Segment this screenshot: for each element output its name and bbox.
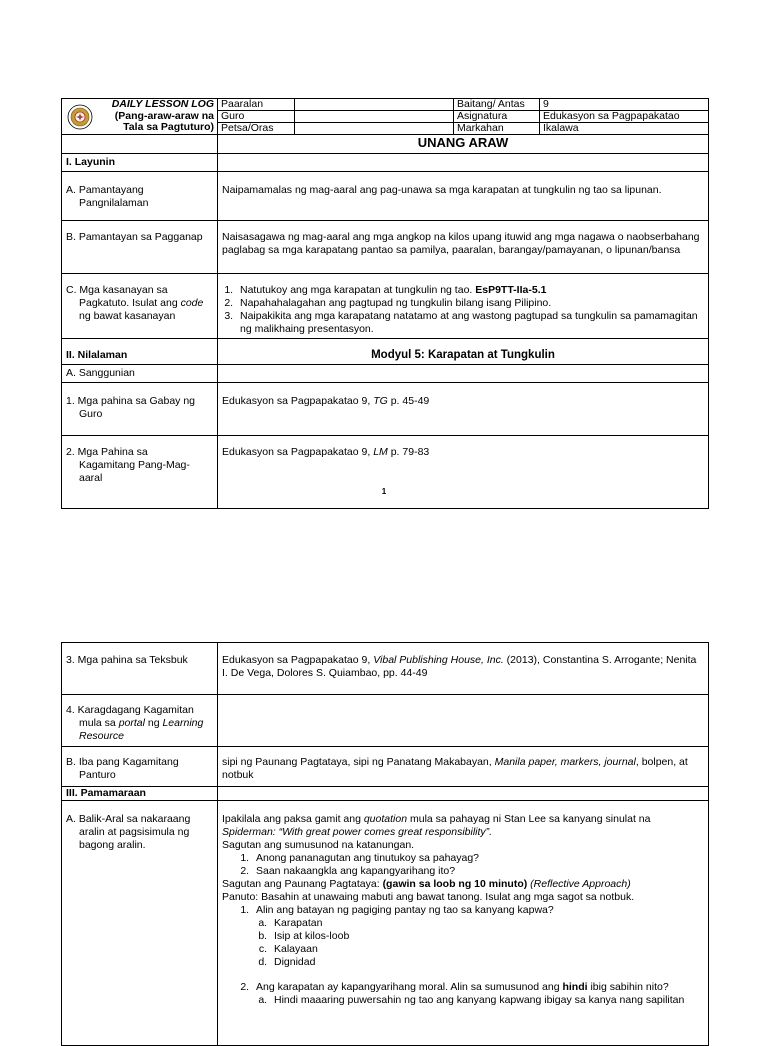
pagtataya-item-1-option-c: c. Kalayaan: [270, 943, 704, 956]
petsa-value: [295, 123, 454, 135]
teksbuk-text: Edukasyon sa Pagpapakatao 9, Vibal Publishing House, Inc. (2013), Constantina S. Arrogante; Nenita I. De Vega, Dolores S. Quiambao, pp. 44-49: [218, 643, 709, 695]
asignatura-value: Edukasyon sa Pagpapakatao: [540, 111, 709, 123]
dll-title: DAILY LESSON LOG: [111, 98, 214, 110]
markahan-value: Ikalawa: [540, 123, 709, 135]
balik-aral-content: [218, 801, 709, 1046]
balik-aral-intro: Ipakilala ang paksa gamit ang quotation mula sa pahayag ni Stan Lee sa kanyang sinulat na Spiderman: “With great power comes great responsibility”.: [222, 813, 651, 838]
pamantayan-pagganap-row: [62, 221, 709, 274]
kasanayan-item-2: 2. Napahahalagahan ang pagtupad ng tungkulin bilang isang Pilipino.: [236, 297, 704, 310]
pagtataya-item-1-option-a: a. Karapatan: [270, 917, 704, 930]
teksbuk-row: [62, 643, 709, 695]
panuto: Panuto: Basahin at unawaing mabuti ang bawat tanong. Isulat ang mga sagot sa notbuk.: [222, 891, 635, 903]
layunin-heading: I. Layunin: [62, 154, 218, 172]
day-title: UNANG ARAW: [218, 135, 709, 154]
gabay-guro-label: 1. Mga pahina sa Gabay ng Guro: [62, 383, 218, 436]
pamantayang-pangnilalaman-text: Naipamamalas ng mag-aaral ang pag-unawa sa mga karapatan at tungkulin ng tao sa lipunan.: [218, 172, 709, 221]
modyul-title: Modyul 5: Karapatan at Tungkulin: [218, 339, 709, 365]
pagtataya-item-2: 2. Ang karapatan ay kapangyarihang moral. Alin sa sumusunod ang hindi ibig sabihin nito? a. Hindi maaaring puwersahin ng tao ang kanyang kapwang ibigay sa kanya nang sapilitan: [252, 981, 704, 1007]
paaralan-label: Paaralan: [218, 99, 295, 111]
balik-aral-question-2: 2. Saan nakaangkla ang kapangyarihang ito?: [252, 865, 704, 878]
kagamitang-mag-aaral-label: 2. Mga Pahina sa Kagamitang Pang-Mag- aaral: [62, 436, 218, 509]
paaralan-value: [295, 99, 454, 111]
nilalaman-row: [62, 339, 709, 365]
guro-value: [295, 111, 454, 123]
kagamitang-mag-aaral-text: Edukasyon sa Pagpapakatao 9, LM p. 79-83: [218, 436, 709, 509]
baitang-label: Baitang/ Antas: [454, 99, 540, 111]
header-row-1: [62, 99, 709, 111]
markahan-label: Markahan: [454, 123, 540, 135]
asignatura-label: Asignatura: [454, 111, 540, 123]
balik-aral-label: A. Balik-Aral sa nakaraang aralin at pagsisimula ng bagong aralin.: [62, 801, 218, 1046]
daily-lesson-log-table-2: [61, 642, 709, 1046]
header-title-cell: [62, 99, 218, 135]
pagtataya-item-1-option-b: b. Isip at kilos-loob: [270, 930, 704, 943]
balik-aral-row: [62, 801, 709, 1046]
daily-lesson-log-table-1: [61, 98, 709, 509]
kasanayan-label: C. Mga kasanayan sa Pagkatuto. Isulat ang code ng bawat kasanayan: [62, 274, 218, 339]
pamantayang-pangnilalaman-row: [62, 172, 709, 221]
guro-label: Guro: [218, 111, 295, 123]
dll-subtitle-2: Tala sa Pagtuturo): [123, 121, 214, 133]
pamantayan-pagganap-label: B. Pamantayan sa Pagganap: [62, 221, 218, 274]
teksbuk-label: 3. Mga pahina sa Teksbuk: [62, 643, 218, 695]
layunin-row: [62, 154, 709, 172]
balik-aral-instruction: Sagutan ang sumusunod na katanungan.: [222, 839, 415, 851]
gabay-guro-text: Edukasyon sa Pagpapakatao 9, TG p. 45-49: [218, 383, 709, 436]
balik-aral-question-1: 1. Anong pananagutan ang tinutukoy sa pahayag?: [252, 852, 704, 865]
kasanayan-row: [62, 274, 709, 339]
pagtataya-item-1: 1. Alin ang batayan ng pagiging pantay ng tao sa kanyang kapwa? a. Karapatan b. Isip at kilos-loob c. Kalayaan d. Dignidad: [252, 904, 704, 969]
school-seal-icon: [67, 104, 93, 130]
karagdagang-kagamitan-label: 4. Karagdagang Kagamitan mula sa portal ng Learning Resource: [62, 695, 218, 747]
nilalaman-heading: II. Nilalaman: [62, 339, 218, 365]
pamamaraan-heading: III. Pamamaraan: [62, 787, 218, 801]
sanggunian-heading: A. Sanggunian: [62, 365, 218, 383]
kasanayan-list: [218, 274, 709, 339]
iba-pang-kagamitan-label: B. Iba pang Kagamitang Panturo: [62, 747, 218, 787]
kasanayan-item-3: 3. Naipakikita ang mga karapatang natatamo at ang wastong pagtupad sa tungkulin sa pamamagitan ng malikhaing presentasyon.: [236, 310, 704, 336]
kasanayan-item-1: 1. Natutukoy ang mga karapatan at tungkulin ng tao. EsP9TT-IIa-5.1: [236, 284, 704, 297]
petsa-label: Petsa/Oras: [218, 123, 295, 135]
iba-pang-kagamitan-text: sipi ng Paunang Pagtataya, sipi ng Panatang Makabayan, Manila paper, markers, journal, bolpen, at notbuk: [218, 747, 709, 787]
sanggunian-row: [62, 365, 709, 383]
pagtataya-item-2-option-a: a. Hindi maaaring puwersahin ng tao ang kanyang kapwang ibigay sa kanya nang sapilitan: [270, 994, 704, 1007]
page-number: 1: [381, 487, 387, 496]
pagtataya-item-1-option-d: d. Dignidad: [270, 956, 704, 969]
baitang-value: 9: [540, 99, 709, 111]
pamantayan-pagganap-text: Naisasagawa ng mag-aaral ang mga angkop na kilos upang ituwid ang mga nagawa o naobserbahang paglabag sa mga karapatang pantao sa pamilya, paaralan, barangay/pamayanan, o lipunan/bansa: [218, 221, 709, 274]
karagdagang-kagamitan-row: [62, 695, 709, 747]
gabay-guro-row: [62, 383, 709, 436]
pamantayang-pangnilalaman-label: A. Pamantayang Pangnilalaman: [62, 172, 218, 221]
day-title-row: [62, 135, 709, 154]
iba-pang-kagamitan-row: [62, 747, 709, 787]
paunang-pagtataya-heading: Sagutan ang Paunang Pagtataya: (gawin sa loob ng 10 minuto) (Reflective Approach): [222, 878, 631, 890]
kagamitang-mag-aaral-row: [62, 436, 709, 509]
dll-subtitle-1: (Pang-araw-araw na: [114, 109, 214, 122]
pamamaraan-row: [62, 787, 709, 801]
